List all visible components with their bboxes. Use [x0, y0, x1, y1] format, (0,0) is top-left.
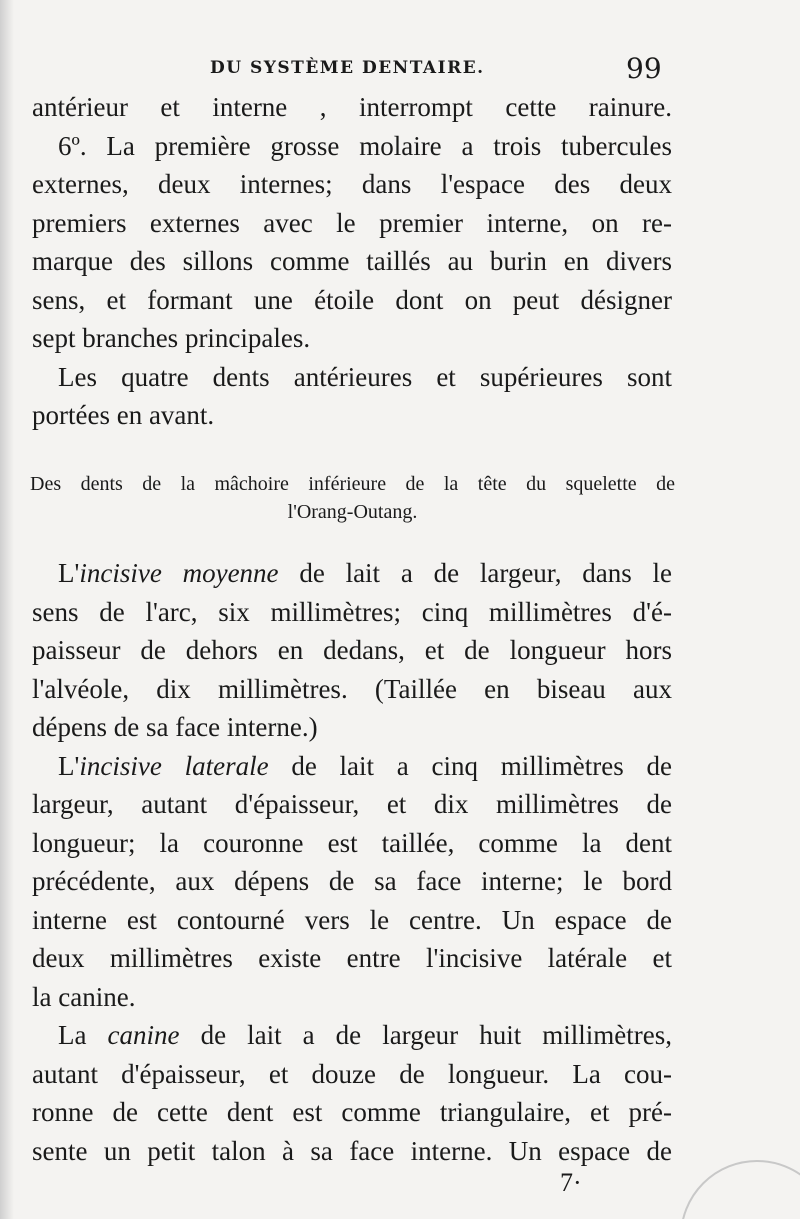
section-heading-line: Des dents de la mâchoire inférieure de la tête du squelette de: [30, 473, 675, 495]
library-stamp: [680, 1160, 800, 1219]
text-line: interne est contourné vers le centre. Un espace de: [32, 904, 672, 935]
text-line: portées en avant.: [32, 400, 215, 430]
text-line: externes, deux internes; dans l'espace des deux: [32, 169, 672, 199]
text-line: sente un petit talon à sa face interne. Un espace de: [32, 1135, 672, 1166]
text-line: l'alvéole, dix millimètres. (Taillée en biseau aux: [32, 673, 672, 704]
text-line: L'incisive laterale de lait a cinq millimètres de: [58, 750, 672, 781]
text-line: sens de l'arc, six millimètres; cinq millimètres d'é-: [32, 596, 672, 627]
text-line: longueur; la couronne est taillée, comme la dent: [32, 827, 672, 858]
italic-term: canine: [107, 1020, 180, 1050]
italic-term: incisive laterale: [79, 750, 269, 781]
text-line: deux millimètres existe entre l'incisive latérale et: [32, 943, 672, 973]
page-number: 99: [626, 52, 662, 85]
text-line: L'incisive moyenne de lait a de largeur, dans le: [58, 558, 672, 588]
text-line: marque des sillons comme taillés au burin en divers: [32, 246, 672, 276]
text-line: sept branches principales.: [32, 323, 311, 353]
text-line: La canine de lait a de largeur huit millimètres,: [58, 1020, 672, 1050]
text-line: précédente, aux dépens de sa face interne; le bord: [32, 866, 672, 896]
text-line: 6º. La première grosse molaire a trois tubercules: [58, 130, 672, 161]
running-title: DU SYSTÈME DENTAIRE.: [210, 58, 485, 78]
section-heading-line: l'Orang-Outang.: [287, 501, 418, 523]
text-line: antérieur et interne , interrompt cette rainure.: [32, 92, 672, 122]
binding-shadow: [0, 0, 14, 1219]
text-line: la canine.: [32, 981, 136, 1012]
text-line: autant d'épaisseur, et douze de longueur. La cou-: [32, 1058, 672, 1089]
text-line: dépens de sa face interne.): [32, 712, 318, 742]
text-line: Les quatre dents antérieures et supérieures sont: [58, 361, 672, 392]
body-text-block: [32, 554, 672, 1170]
text-line: sens, et formant une étoile dont on peut désigner: [32, 284, 672, 315]
text-line: largeur, autant d'épaisseur, et dix millimètres de: [32, 789, 672, 819]
text-line: paisseur de dehors en dedans, et de longueur hors: [32, 635, 672, 665]
text-line: premiers externes avec le premier interne, on re-: [32, 207, 672, 238]
signature-mark: 7·: [560, 1168, 582, 1197]
top-text-block: [32, 88, 672, 435]
section-heading: [30, 470, 675, 526]
italic-term: incisive moyenne: [79, 558, 279, 588]
text-line: ronne de cette dent est comme triangulaire, et pré-: [32, 1097, 672, 1127]
